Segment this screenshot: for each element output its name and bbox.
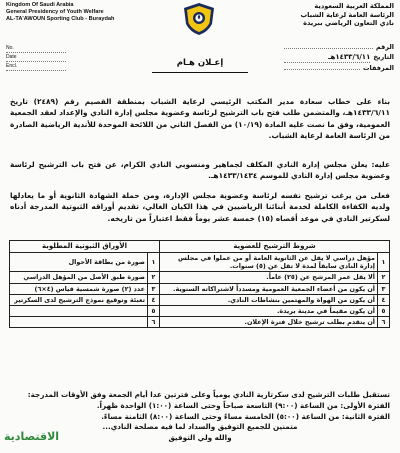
row-condition: أن يكون من أعضاء الجمعية العمومية ومسدداً لاشتراكاته السنوية. xyxy=(159,283,377,294)
footer-line2: الفترة الأولى: من الساعة (٩:٠٠) التاسعة صباحاً وحتى الساعة (١:٠٠) الواحدة ظهراً. xyxy=(96,400,390,410)
table-row xyxy=(9,317,389,328)
table-header-conditions: شروط الترشيح للعضوية xyxy=(159,241,389,253)
row-condition: أن يكون من الهواة والمهتمين بنشاطات النادي. xyxy=(159,294,377,305)
meta-attach-label: المرفقات xyxy=(363,64,394,72)
header-ar-line1: المملكة العربية السعودية xyxy=(314,2,394,10)
meta-en-no: No. xyxy=(6,44,66,53)
row-number: ٣ xyxy=(378,283,390,294)
header-ar-line2: الرئاسة العامة لرعاية الشباب xyxy=(300,10,394,19)
row-number: ٥ xyxy=(378,306,390,317)
row-document xyxy=(9,306,147,317)
footer-line1: تستقبل طلبات الترشيح لدى سكرتارية النادي يومياً وعلى فترتين عدا أيام الجمعة وفق الأوقات المدرجة: xyxy=(27,390,390,399)
meta-date-label: التاريخ xyxy=(373,53,394,61)
row-document: صورة من بطاقة الأحوال xyxy=(9,253,147,272)
meta-ref-value xyxy=(284,48,373,49)
table-header-row xyxy=(9,241,389,253)
table-row xyxy=(9,272,389,283)
row-document: عدد (٢) صورة شمسية قياس (٤×٦) xyxy=(9,283,147,294)
paragraph-intro: بناء على خطاب سعادة مدير المكتب الرئيسي لرعاية الشباب بمنطقة القصيم رقم (٢٤٨٩) تاريخ ١٤٣٣/٦/١١هـ، والمتضمن طلب فتح باب الترشيح لرئاسة وعضوية مجلس إدارة النادي والإعداد لعقد الجمعية العمومية، وفق ما نصت عليه المادة (١٠/١٩) من الفصل الثاني من اللائحة الموحدة للأندية الرياضية الصادرة من الرئاسة العامة لرعاية الشباب. xyxy=(10,97,391,140)
meta-en-date: Date xyxy=(6,53,66,62)
row-condition: مؤهل دراسي لا يقل عن الثانوية العامة أو من عملوا في مجلس إدارة النادي سابقاً لمدة لا تقل عن (٥) سنوات. xyxy=(159,253,377,272)
newspaper-watermark: الاقتصادية xyxy=(4,430,60,443)
row-condition: أن يكون مقيماً في مدينة بريدة. xyxy=(159,306,377,317)
announcement-title: إعـلان هـام xyxy=(176,58,224,68)
meta-arabic xyxy=(284,42,394,73)
row-document: صورة طبق الأصل من المؤهل الدراسي xyxy=(9,272,147,283)
row-number: ٢ xyxy=(378,272,390,283)
footer-line4: متمنين للجميع التوفيق والسداد لما فيه مصلحة النادي... xyxy=(102,422,298,432)
row-number: ٤ xyxy=(378,294,390,305)
row-document xyxy=(9,317,147,328)
table-row xyxy=(9,294,389,305)
row-doc-number: ٤ xyxy=(147,294,159,305)
footer-line5: والله ولي التوفيق xyxy=(168,433,232,443)
title-underline xyxy=(152,72,248,73)
table-row xyxy=(9,253,389,272)
footer-line3: الفترة الثانية: من الساعة (٥:٠٠) الخامسة مساءً وحتى الساعة (٨:٠٠) الثامنة مساءً. xyxy=(101,411,390,421)
meta-en-encl: Encl. xyxy=(6,62,66,71)
row-doc-number: ٦ xyxy=(147,317,159,328)
meta-date-value: ١٤٣٣/٦/١١هـ xyxy=(284,52,370,63)
header-en-line1: Kingdom Of Saudi Arabia xyxy=(6,2,74,8)
table-row xyxy=(9,306,389,317)
row-number: ٦ xyxy=(378,317,390,328)
header-arabic xyxy=(244,2,394,28)
meta-attach-row xyxy=(284,63,394,73)
club-logo-icon xyxy=(181,2,217,36)
row-number: ١ xyxy=(378,253,390,272)
row-doc-number: ٢ xyxy=(147,272,159,283)
footer-text xyxy=(10,390,390,444)
meta-ref-row xyxy=(284,42,394,52)
meta-attach-value xyxy=(284,69,360,70)
header-english xyxy=(6,2,156,23)
meta-english xyxy=(6,44,66,71)
table-row xyxy=(9,283,389,294)
requirements-table xyxy=(10,240,390,385)
row-document: تعبئة وتوقيع نموذج الترشيح لدى السكرتير xyxy=(9,294,147,305)
row-doc-number: ١ xyxy=(147,253,159,272)
header-ar-line3: نادي التعاون الرياضي ببريدة xyxy=(303,19,394,27)
row-condition: أن يتقدم بطلب ترشيح خلال فترة الإعلان. xyxy=(159,317,377,328)
row-condition: ألا يقل عمر المرشح عن (٢٥) عاماً. xyxy=(159,272,377,283)
table-header-documents: الأوراق الثبوتية المطلوبة xyxy=(9,241,159,253)
meta-ref-label: الرقم xyxy=(375,43,394,51)
row-doc-number: ٣ xyxy=(147,283,159,294)
paragraph-announcement: عليه: يعلن مجلس إدارة النادي المكلف لجماهير ومنسوبي النادي الكرام، عن فتح باب الترشيح لرئاسة وعضوية مجلس إدارة النادي للموسم ١٤٣٣/١٤٣٤هـ. xyxy=(10,160,390,181)
header-en-line2: General Presidency of Youth Welfare xyxy=(6,9,104,15)
paragraph-instructions: فعلى من يرغب ترشيح نفسه لرئاسة وعضوية مجلس الإدارة، ومن حملة الشهادة الثانوية أو ما يعادلها ولديه الكفاءة الكاملة لخدمة أبنائنا الرياضيين في هذا الكيان الغالي، تقديم أوراقه الثبوتية المدرجة أدناه لسكرتير النادي في موعد أقصاه (١٥) خمسة عشر يوماً فقط اعتباراً من تاريخه. xyxy=(10,191,390,223)
header-en-line3: AL-TA'AWOUN Sporting Club - Buraydah xyxy=(6,16,115,22)
meta-date-row xyxy=(284,52,394,63)
row-doc-number: ٥ xyxy=(147,306,159,317)
